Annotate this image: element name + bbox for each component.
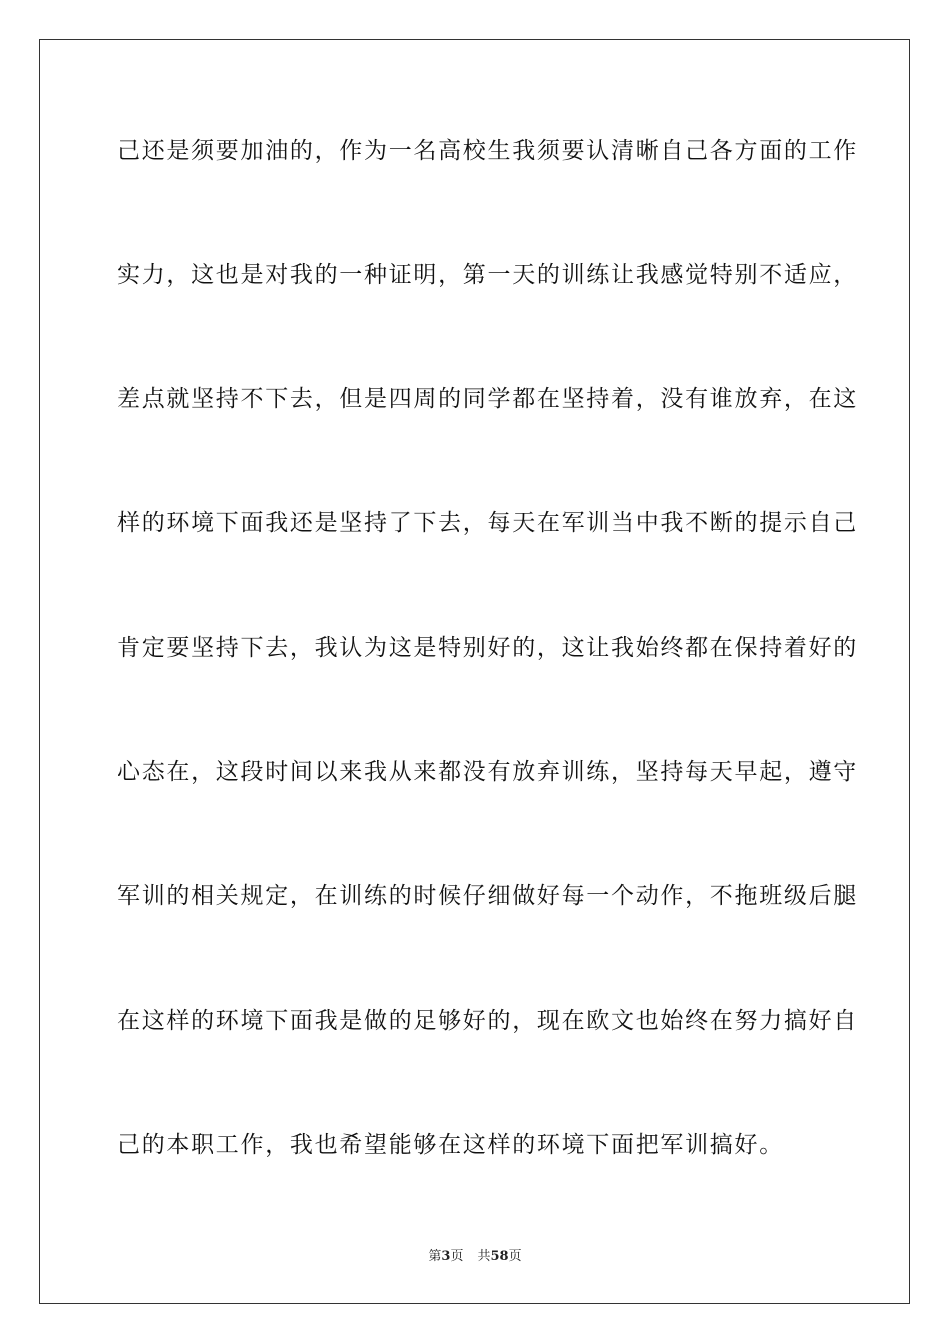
total-pages: 58 — [490, 1249, 509, 1264]
page-footer — [0, 1248, 950, 1266]
text-line: 己还是须要加油的，作为一名高校生我须要认清晰自己各方面的工作 — [117, 138, 858, 164]
text-line: 差点就坚持不下去，但是四周的同学都在坚持着，没有谁放弃，在这 — [117, 386, 858, 412]
page-suffix: 页 — [450, 1249, 464, 1264]
text-line: 己的本职工作，我也希望能够在这样的环境下面把军训搞好。 — [117, 1132, 784, 1158]
text-line: 肯定要坚持下去，我认为这是特别好的，这让我始终都在保持着好的 — [117, 635, 858, 661]
page-prefix: 第 — [428, 1249, 442, 1264]
total-prefix: 共 — [477, 1249, 491, 1264]
text-line: 军训的相关规定，在训练的时候仔细做好每一个动作，不拖班级后腿 — [117, 883, 858, 909]
text-line: 实力，这也是对我的一种证明，第一天的训练让我感觉特别不适应， — [117, 262, 858, 288]
text-line: 样的环境下面我还是坚持了下去，每天在军训当中我不断的提示自己 — [117, 510, 858, 536]
text-line: 在这样的环境下面我是做的足够好的，现在欧文也始终在努力搞好自 — [117, 1008, 858, 1034]
text-line: 心态在，这段时间以来我从来都没有放弃训练，坚持每天早起，遵守 — [117, 759, 858, 785]
page-border — [39, 39, 910, 1304]
total-suffix: 页 — [508, 1249, 522, 1264]
page-number: 3 — [441, 1249, 451, 1264]
